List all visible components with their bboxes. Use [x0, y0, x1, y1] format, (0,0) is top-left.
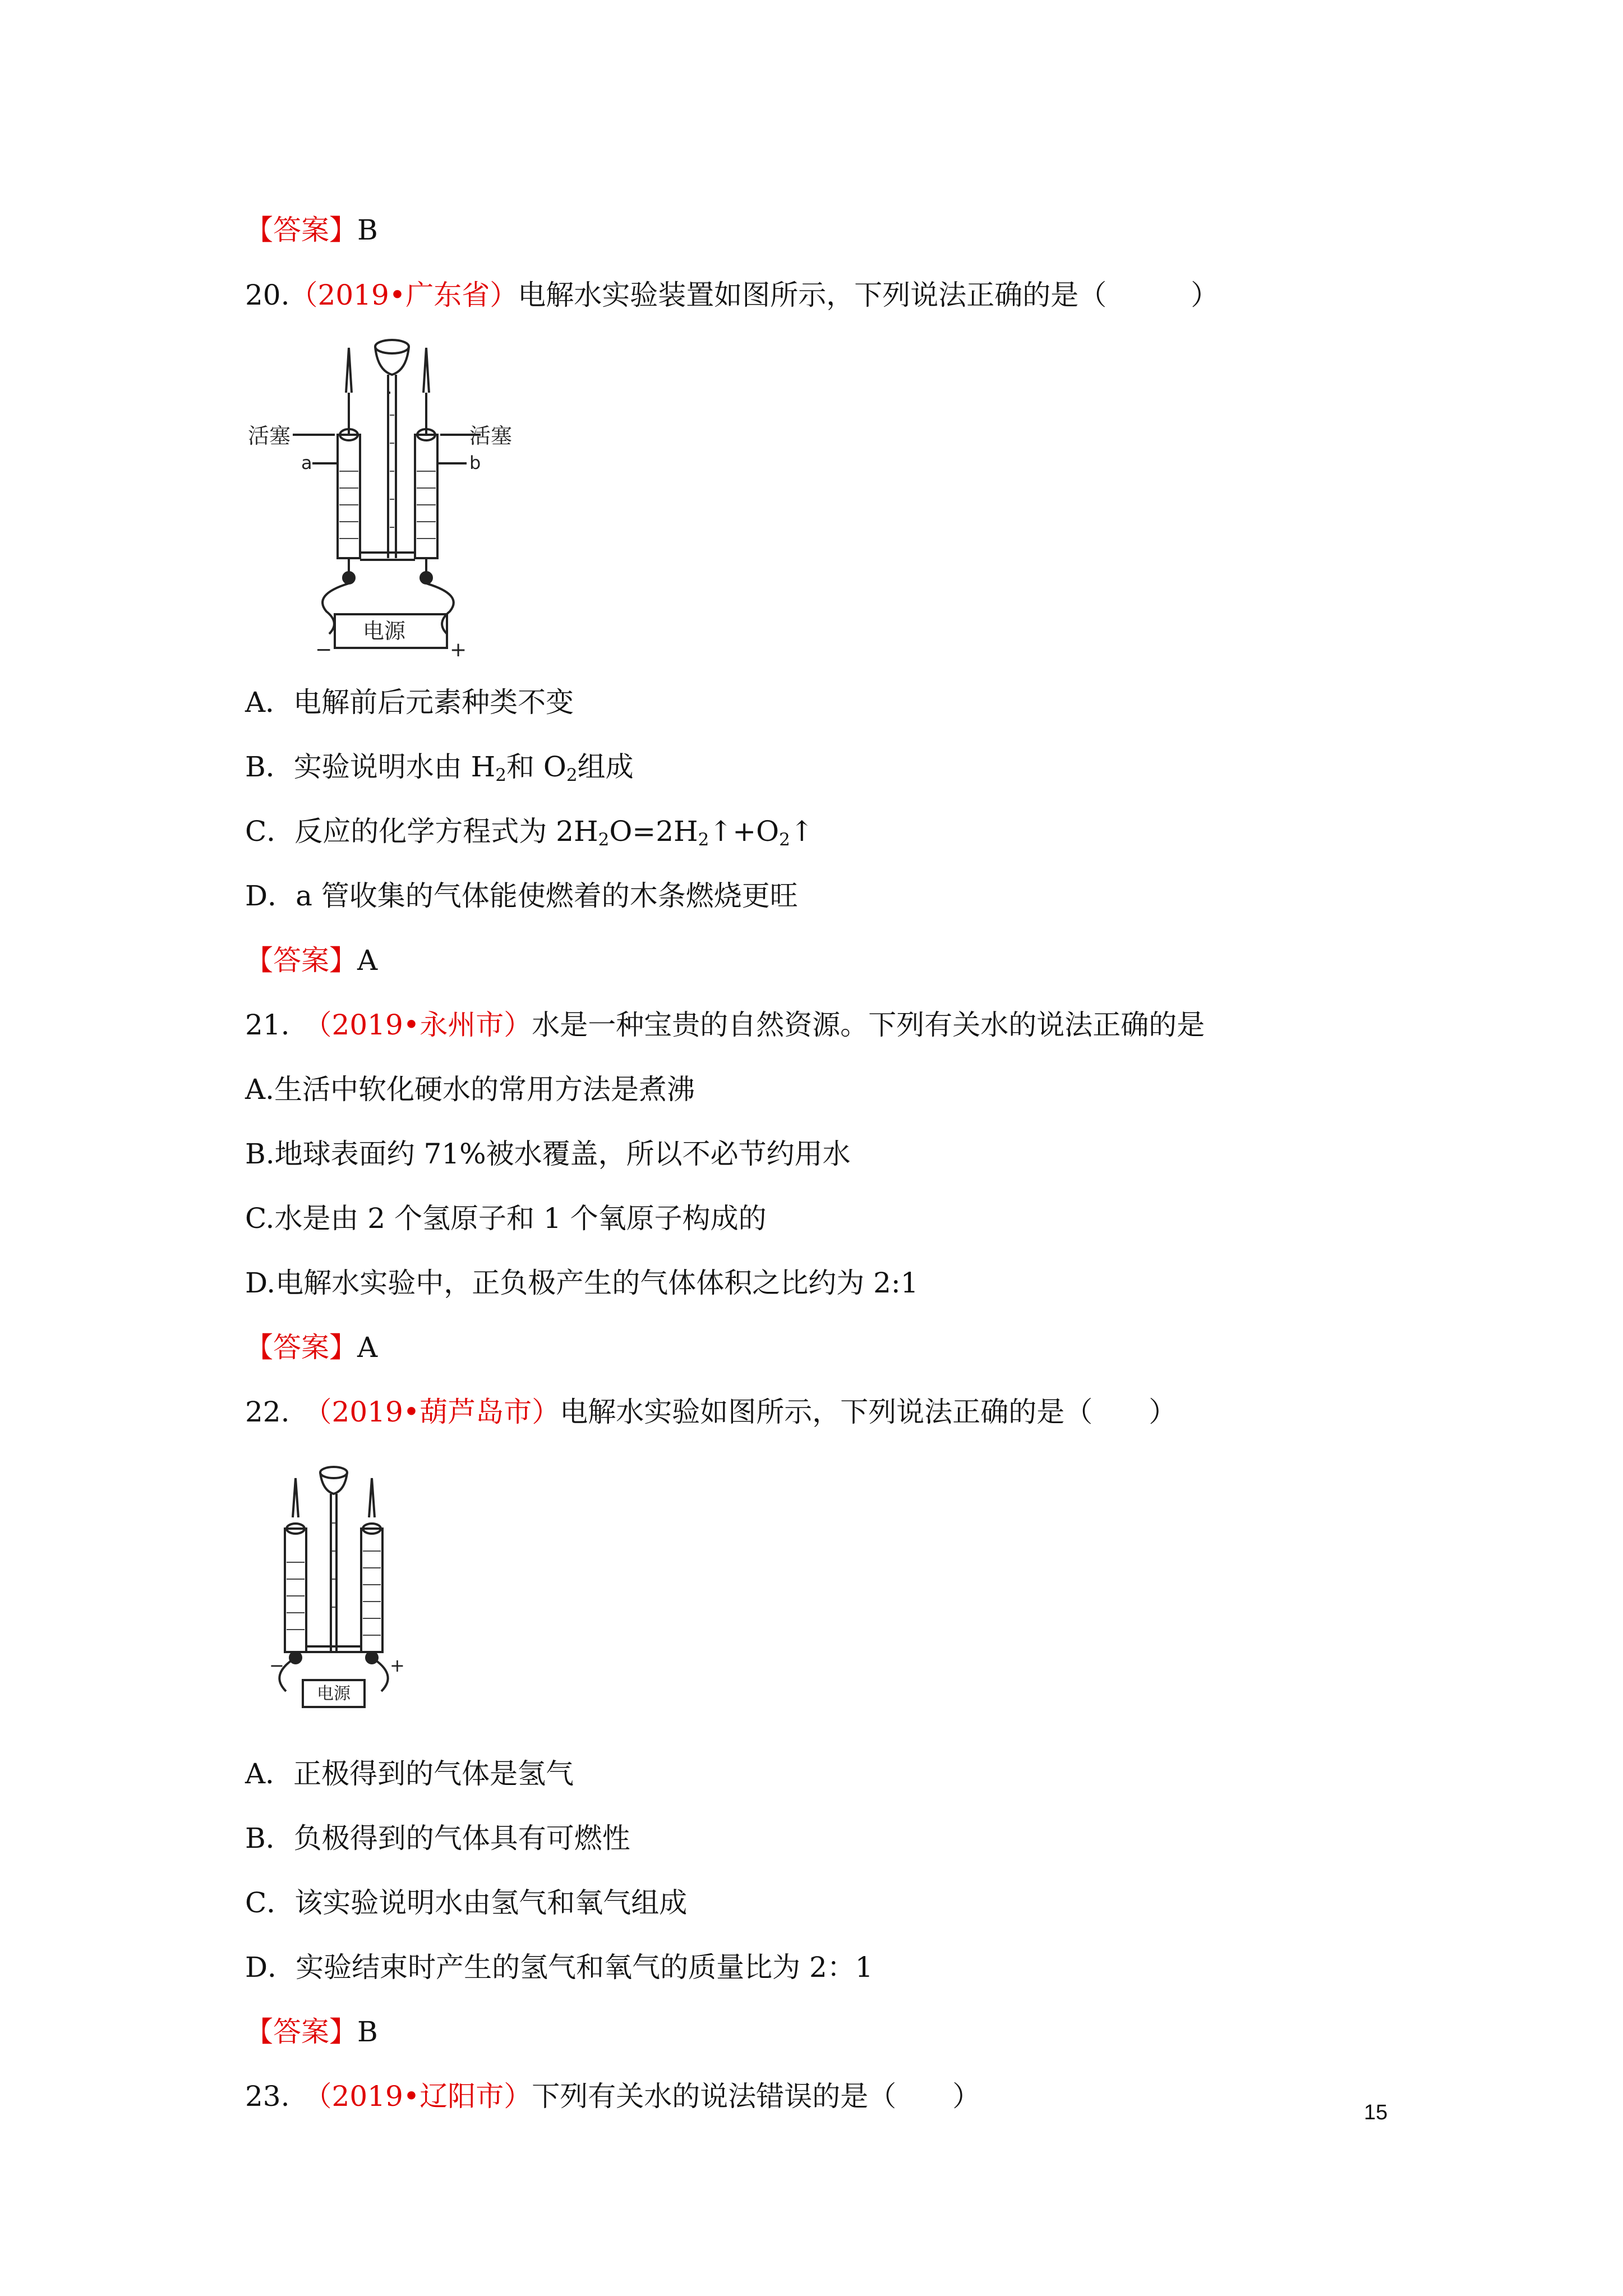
answer-19 — [245, 213, 378, 247]
power-supply-label: 电源 — [363, 619, 406, 643]
answer-tag: 【答案】 — [245, 214, 357, 246]
question-source: （2019•辽阳市） — [317, 2080, 532, 2113]
q22-option-a — [245, 1757, 574, 1791]
question-number: 20. — [245, 279, 290, 311]
q20-option-a — [245, 685, 574, 719]
question-text: 电解水实验如图所示，下列说法正确的是（ ） — [560, 1396, 1177, 1428]
q20-option-b — [245, 750, 634, 784]
answer-value: B — [357, 214, 378, 246]
option-text: 和 O — [506, 751, 566, 783]
question-number: 22. — [245, 1396, 318, 1428]
answer-value: A — [357, 1331, 378, 1364]
subscript: 2 — [566, 765, 578, 785]
subscript: 2 — [598, 829, 610, 850]
question-source: （2019•广东省） — [289, 279, 518, 311]
option-text: ↑ — [790, 815, 814, 848]
question-source: （2019•葫芦岛市） — [317, 1396, 560, 1428]
option-text: D.电解水实验中，正负极产生的气体体积之比约为 2:1 — [245, 1267, 919, 1299]
option-text: C.水是由 2 个氢原子和 1 个氧原子构成的 — [245, 1202, 767, 1235]
question-23-stem — [245, 2079, 980, 2113]
negative-terminal-label: − — [315, 638, 333, 661]
answer-22 — [245, 2015, 378, 2049]
option-text: A．正极得到的气体是氢气 — [245, 1757, 574, 1790]
positive-terminal-label: + — [450, 638, 467, 661]
positive-terminal-label: + — [390, 1655, 405, 1676]
question-22-stem — [245, 1395, 1177, 1429]
question-text: 电解水实验装置如图所示，下列说法正确的是（ ） — [518, 279, 1219, 311]
option-text: B．实验说明水由 H — [245, 751, 496, 783]
option-text: B.地球表面约 71%被水覆盖，所以不必节约用水 — [245, 1138, 851, 1170]
q21-option-c — [245, 1202, 767, 1235]
option-text: O=2H — [609, 815, 698, 848]
power-supply-label: 电源 — [317, 1684, 351, 1704]
option-text: ↑+O — [709, 815, 780, 848]
q20-option-d — [245, 879, 798, 913]
question-text: 水是一种宝贵的自然资源。下列有关水的说法正确的是 — [532, 1009, 1205, 1041]
subscript: 2 — [495, 765, 506, 785]
answer-tag: 【答案】 — [245, 944, 357, 977]
q22-option-c — [245, 1886, 687, 1920]
electrolysis-apparatus-figure-1 — [245, 331, 537, 668]
left-valve-label: 活塞 — [248, 424, 291, 448]
page-number: 15 — [1364, 2101, 1388, 2124]
option-text: D．实验结束时产生的氢气和氧气的质量比为 2：1 — [245, 1951, 873, 1984]
q20-option-c — [245, 815, 814, 848]
q21-option-d — [245, 1266, 919, 1300]
option-text: B．负极得到的气体具有可燃性 — [245, 1822, 630, 1855]
question-text: 下列有关水的说法错误的是（ ） — [532, 2080, 981, 2113]
answer-value: B — [357, 2016, 378, 2048]
answer-21 — [245, 1331, 377, 1364]
answer-20 — [245, 944, 377, 977]
answer-tag: 【答案】 — [245, 2016, 357, 2048]
question-21-stem — [245, 1008, 1205, 1042]
subscript: 2 — [698, 829, 709, 850]
question-number: 23. — [245, 2080, 318, 2113]
electrolysis-apparatus-figure-2 — [264, 1456, 409, 1719]
tube-a-label: a — [301, 452, 312, 473]
question-20-stem — [245, 278, 1219, 312]
subscript: 2 — [779, 829, 790, 850]
option-text: C．该实验说明水由氢气和氧气组成 — [245, 1887, 688, 1919]
question-number: 21. — [245, 1009, 318, 1041]
option-text: A．电解前后元素种类不变 — [245, 686, 574, 719]
option-text: D．a 管收集的气体能使燃着的木条燃烧更旺 — [245, 880, 798, 912]
option-text: C．反应的化学方程式为 2H — [245, 815, 598, 848]
option-text: 组成 — [577, 751, 634, 783]
q22-option-b — [245, 1821, 630, 1855]
answer-value: A — [357, 944, 378, 977]
question-source: （2019•永州市） — [317, 1009, 532, 1041]
q22-option-d — [245, 1950, 873, 1984]
right-valve-label: 活塞 — [469, 424, 513, 448]
option-text: A.生活中软化硬水的常用方法是煮沸 — [245, 1073, 695, 1106]
q21-option-a — [245, 1073, 695, 1106]
tube-b-label: b — [469, 452, 481, 473]
answer-tag: 【答案】 — [245, 1331, 357, 1364]
q21-option-b — [245, 1137, 851, 1171]
negative-terminal-label: − — [269, 1655, 284, 1676]
